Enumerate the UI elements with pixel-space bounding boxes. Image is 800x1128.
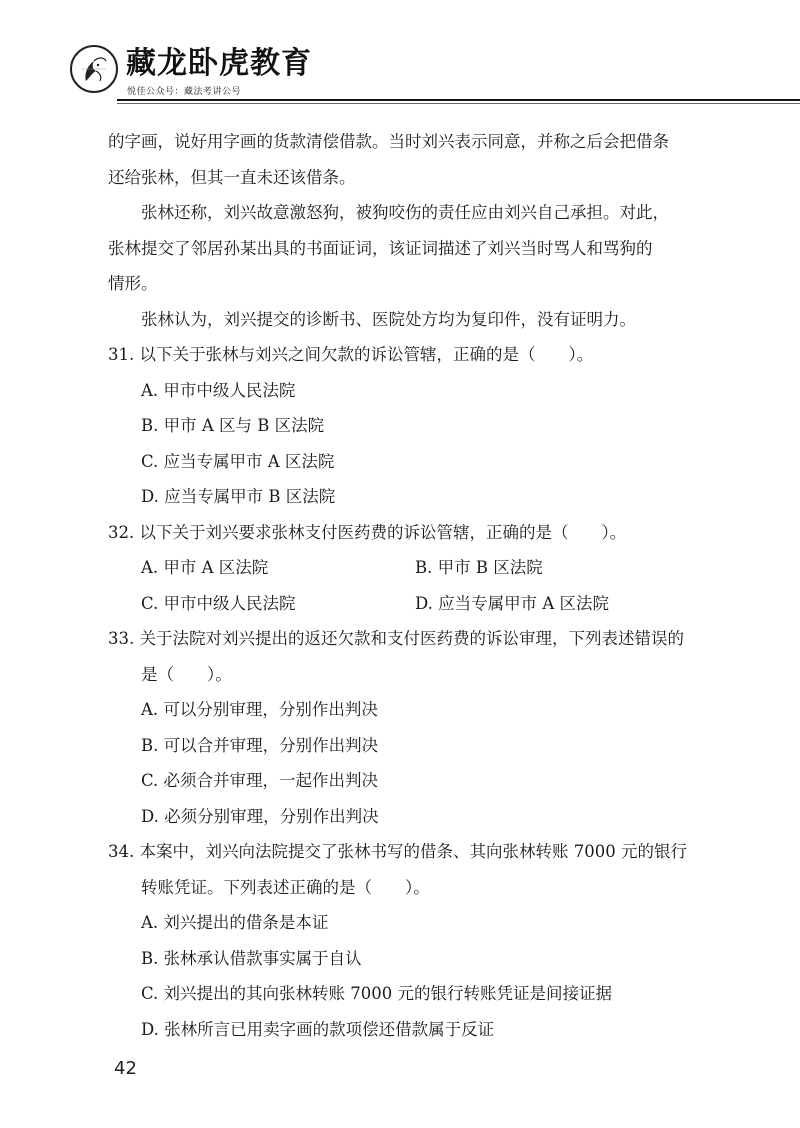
question-33-option-c: C. 必须合并审理，一起作出判决	[141, 771, 379, 790]
body-line: 张林认为，刘兴提交的诊断书、医院处方均为复印件，没有证明力。	[141, 309, 636, 329]
question-32-option-a: A. 甲市 A 区法院	[141, 558, 269, 577]
page-number: 42	[114, 1058, 137, 1079]
question-32-option-b: B. 甲市 B 区法院	[415, 558, 543, 577]
question-34-stem-continued: 转账凭证。下列表述正确的是（ ）。	[141, 877, 430, 897]
question-34-option-d: D. 张林所言已用卖字画的款项偿还借款属于反证	[141, 1019, 495, 1039]
question-34-option-a: A. 刘兴提出的借条是本证	[141, 913, 329, 932]
question-33-option-a: A. 可以分别审理，分别作出判决	[141, 700, 378, 719]
brand-name: 藏龙卧虎教育	[126, 46, 312, 81]
body-line: 张林还称，刘兴故意激怒狗，被狗咬伤的责任应由刘兴自己承担。对此，	[141, 203, 669, 222]
question-32-option-c: C. 甲市中级人民法院	[141, 593, 296, 613]
question-31-stem: 31. 以下关于张林与刘兴之间欠款的诉讼管辖，正确的是（ ）。	[108, 345, 594, 364]
question-33-option-d: D. 必须分别审理，分别作出判决	[141, 806, 379, 826]
body-line: 情形。	[108, 274, 158, 293]
header-divider-thin	[117, 103, 800, 104]
question-31-option-d: D. 应当专属甲市 B 区法院	[141, 487, 336, 506]
question-32-option-d: D. 应当专属甲市 A 区法院	[415, 593, 610, 613]
brand-tagline: 悦佳公众号：藏法考讲公号	[127, 87, 242, 97]
question-31-option-b: B. 甲市 A 区与 B 区法院	[141, 416, 325, 435]
question-32-option-row	[108, 550, 708, 586]
page-content	[108, 124, 708, 1047]
question-33-option-b: B. 可以合并审理，分别作出判决	[141, 735, 379, 755]
page-header	[0, 0, 800, 110]
body-line: 张林提交了邻居孙某出具的书面证词，该证词描述了刘兴当时骂人和骂狗的	[108, 238, 653, 258]
header-divider	[117, 99, 800, 101]
question-34-stem: 34. 本案中，刘兴向法院提交了张林书写的借条、其向张林转账 7000 元的银行	[108, 842, 687, 861]
question-32-stem: 32. 以下关于刘兴要求张林支付医药费的诉讼管辖，正确的是（ ）。	[108, 522, 627, 542]
brand-logo-icon	[70, 45, 118, 93]
question-31-option-a: A. 甲市中级人民法院	[141, 380, 296, 400]
question-31-option-c: C. 应当专属甲市 A 区法院	[141, 451, 335, 471]
question-34-option-b: B. 张林承认借款事实属于自认	[141, 948, 362, 968]
body-line: 的字画，说好用字画的货款清偿借款。当时刘兴表示同意，并称之后会把借条	[108, 132, 669, 151]
question-33-stem: 33. 关于法院对刘兴提出的返还欠款和支付医药费的诉讼审理，下列表述错误的	[108, 629, 684, 648]
question-33-stem-continued: 是（ ）。	[141, 664, 232, 684]
body-line: 还给张林，但其一直未还该借条。	[108, 167, 356, 187]
question-32-option-row	[108, 586, 708, 622]
question-34-option-c: C. 刘兴提出的其向张林转账 7000 元的银行转账凭证是间接证据	[141, 984, 613, 1003]
